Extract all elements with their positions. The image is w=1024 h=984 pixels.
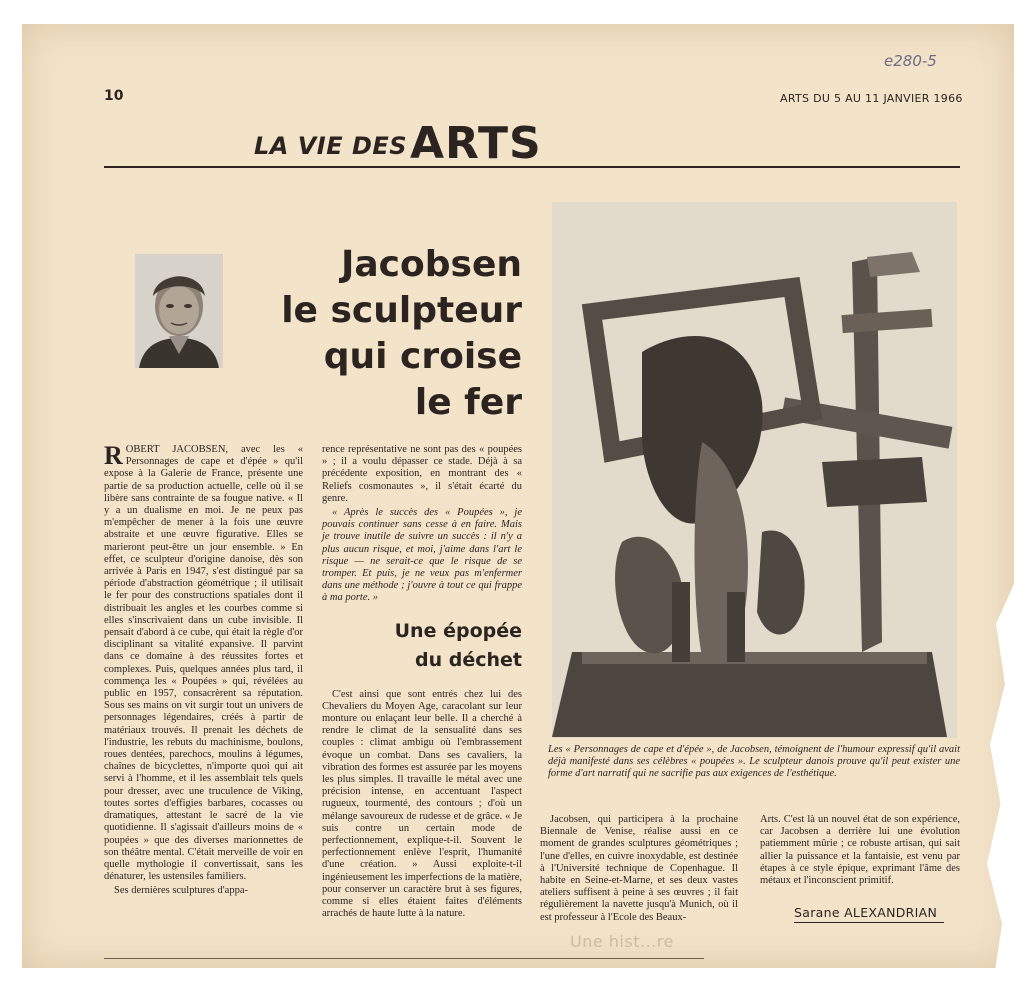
sculpture-photo bbox=[552, 202, 957, 738]
page-number: 10 bbox=[104, 88, 124, 104]
header-rule bbox=[104, 166, 960, 168]
artist-quote: « Après le succès des « Poupées », je pouvais continuer sans cesse à en faire. Mais je trouve inutile de suivre un succès : il n'y a plus aucun risque, et moi, j'aime dans l'art le risque — ne serait-ce que le risque de se tromper. Et puis, je ne veux pas m'enfermer dans une méthode ; j'ouvre à tout ce qui frappe à ma porte. » bbox=[322, 507, 522, 604]
headline-line: le fer bbox=[414, 382, 522, 423]
headline-line: qui croise bbox=[323, 336, 522, 377]
article-paragraph: Jacobsen, qui participera à la prochaine Biennale de Venise, réalise aussi en ce moment de grandes sculptures géométriques ; l'une d'elles, en cuivre inoxydable, est destinée à l'Université technique de Copenhague. Il habite en Seine-et-Marne, et ses deux vastes ateliers suffisent à peine à ses œuvres ; il fait régulièrement la navette jusqu'à Munich, où il est professeur à l'Ecole des Beaux- bbox=[540, 814, 738, 923]
headline-line: le sculpteur bbox=[281, 290, 522, 331]
article-paragraph: C'est ainsi que sont entrés chez lui des Chevaliers du Moyen Age, caracolant sur leur monture ou enlaçant leur belle. Il a cherché à rendre le climat de la sensualité dans ses couples : climat ambigu où l'embrassement évoque un combat. Dans ses cavaliers, la vibration des formes est assurée par les moyens les plus simples. Il travaille le métal avec une précision intense, en accentuant l'aspect rugueux, tourmenté, des contours ; d'où un mélange savoureux de rudesse et de grâce. « Je suis contre un certain mode de perfectionnement, explique-t-il. Souvent le perfectionnement enlève l'esprit, l'humanité d'une création. » Aussi exploite-t-il ingénieusement les imperfections de la matière, pour conserver un caractère brut à ses figures, comme si elles étaient faites d'éléments arrachés de haute lutte à la nature. bbox=[322, 688, 523, 920]
subhead-line: du déchet bbox=[415, 648, 522, 671]
drop-cap: R bbox=[104, 441, 123, 470]
subhead-line: Une épopée bbox=[394, 619, 522, 642]
article-column-1 bbox=[104, 441, 303, 900]
author-portrait-photo bbox=[135, 254, 223, 368]
photo-caption: Les « Personnages de cape et d'épée », de Jacobsen, témoignent de l'humour expressif qu'il avait déjà manifesté dans ses célèbres « poupées ». Le sculpteur danois prouve qu'il peut exister une forme d'art narratif qui ne sacrifie pas aux exigences de l'esthétique. bbox=[548, 744, 960, 779]
article-paragraph: rence représentative ne sont pas des « poupées » ; il a voulu dépasser ce stade. Déjà à sa précédente exposition, en montrant des « Reliefs cosmonautes », il s'était écarté du genre. bbox=[322, 444, 522, 504]
author-signature: Sarane ALEXANDRIAN bbox=[794, 905, 938, 920]
bottom-rule bbox=[104, 958, 704, 959]
article-column-2 bbox=[322, 444, 522, 923]
signature-rule bbox=[794, 922, 944, 923]
article-column-4 bbox=[760, 814, 960, 889]
newspaper-clipping bbox=[22, 24, 1014, 968]
dateline: ARTS DU 5 AU 11 JANVIER 1966 bbox=[780, 92, 963, 105]
article-column-3 bbox=[540, 814, 738, 926]
rubric-prefix: LA VIE DES bbox=[254, 132, 408, 160]
article-paragraph bbox=[104, 441, 303, 883]
article-paragraph: Arts. C'est là un nouvel état de son expérience, car Jacobsen a derrière lui une évolution patiemment mûrie ; ce robuste artisan, qui sait allier la puissance et la fantaisie, est venu par étapes à ce style épique, exprimant l'âme des métaux et l'inconscient primitif. bbox=[760, 814, 960, 887]
archive-reference-note: e280-5 bbox=[884, 52, 937, 70]
article-paragraph: Ses dernières sculptures d'appa- bbox=[114, 885, 248, 897]
torn-edge bbox=[984, 584, 1014, 984]
paragraph-text: OBERT JACOBSEN, avec les « Personnages de cape et d'épée » qu'il expose à la Galerie de France, présente une partie de sa production actuelle, celle où il se libère sans contrainte de sa fougue native. « Il y a un dualisme en moi. Je ne peux pas m'empêcher de mener à la fois une œuvre abstraite et une œuvre figurative. Elles se marieront peut-être un jour ensemble. » En effet, ce sculpteur d'origine danoise, dès son arrivée à Paris en 1947, s'est distingué par sa période d'abstraction géométrique ; il utilisait le fer pour des constructions spatiales dont il distribuait les angles et les courbes comme si elles s'inscrivaient dans un cube invisible. Il pensait d'abord à ce cube, qui était la règle d'or disciplinant sa vitalité expansive. Il parvint dans ce domaine à des réussites fortes et complexes. Puis, quelques années plus tard, il commença les « Poupées » qui, révélées au public en 1957, consacrèrent sa réputation. Sous ses mains on vit surgir tout un univers de personnages légendaires, créés à partir de matériaux trouvés. Il prenait les déchets de l'industrie, les rebuts du machinisme, boulons, roues dentées, parechocs, moulins à légumes, chaînes de bicyclettes, n'importe quoi qui ait servi à l'homme, et il les assemblait tels quels pour dresser, avec une truculence de Viking, toutes sortes d'effigies barbares, cocasses ou dramatiques, attestant le sacré de la vie quotidienne. Il s'agissait d'ailleurs moins de « poupées » que des diverses marionnettes de son théâtre mental. C'était merveille de voir en quelle mythologie il convertissait, sans les dénaturer, les ustensiles familiers. bbox=[104, 444, 303, 883]
bleed-through-text: Une hist...re bbox=[570, 932, 674, 951]
rubric-title: ARTS bbox=[410, 118, 542, 169]
headline-line: Jacobsen bbox=[340, 244, 522, 285]
article-headline bbox=[281, 242, 522, 426]
section-subhead bbox=[322, 617, 522, 675]
